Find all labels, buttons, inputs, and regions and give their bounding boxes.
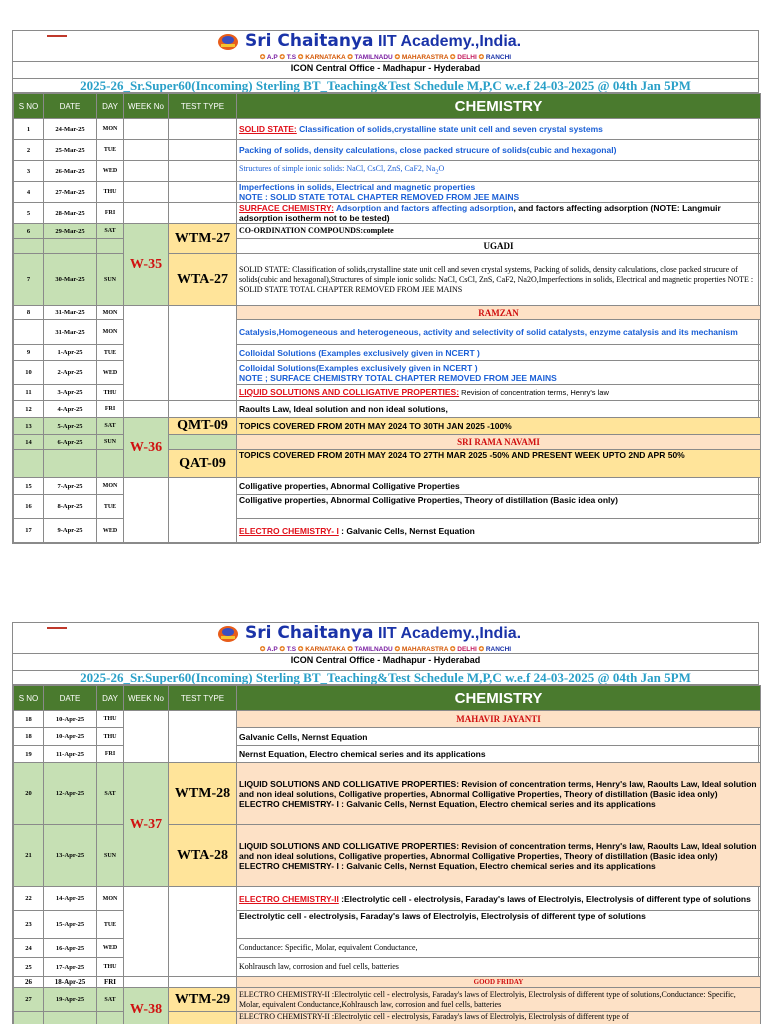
table-cell [44, 1012, 97, 1024]
table-cell [169, 161, 237, 182]
table-row [14, 418, 761, 435]
table-cell [14, 1012, 44, 1024]
table-cell: TUE [97, 345, 124, 361]
table-cell: 3-Apr-25 [44, 385, 97, 401]
table-cell: Colligative properties, Abnormal Colligative Properties [237, 478, 761, 495]
table-cell: 21 [14, 825, 44, 887]
table-cell: 31-Mar-25 [44, 320, 97, 345]
table-cell: Nernst Equation, Electro chemical series and its applications [237, 746, 761, 763]
table-cell [124, 182, 169, 203]
table-cell: WED [97, 939, 124, 958]
schedule-table [13, 685, 761, 1024]
table-cell: SUN [97, 435, 124, 450]
table-cell: 18 [14, 711, 44, 728]
table-cell: 17-Apr-25 [44, 958, 97, 977]
table-cell: 20 [14, 763, 44, 825]
table-cell: LIQUID SOLUTIONS AND COLLIGATIVE PROPERTIES: Revision of concentration terms, Henry's law [237, 385, 761, 401]
table-cell: THU [97, 728, 124, 746]
table-cell: 11 [14, 385, 44, 401]
table-cell: 2 [14, 140, 44, 161]
table-cell: 22 [14, 887, 44, 911]
academy-logo-icon [217, 625, 239, 643]
test-type: WTM-29 [169, 988, 237, 1012]
table-cell: THU [97, 958, 124, 977]
table-cell: MON [97, 306, 124, 320]
table-row [14, 763, 761, 825]
table-cell: 25 [14, 958, 44, 977]
table-row [14, 711, 761, 728]
table-cell [14, 239, 44, 254]
table-cell: THU [97, 182, 124, 203]
table-cell: 7 [14, 254, 44, 306]
table-cell: 13-Apr-25 [44, 825, 97, 887]
table-cell: 10 [14, 361, 44, 385]
table-cell: WED [97, 161, 124, 182]
table-cell: MON [97, 119, 124, 140]
table-cell: Structures of simple ionic solids: NaCl, CsCl, ZnS, CaF2, $Na_2O$ [237, 161, 761, 182]
table-cell [169, 711, 237, 763]
test-type: WTA-28 [169, 825, 237, 887]
table-cell: WED [97, 519, 124, 543]
col-test: TEST TYPE [169, 686, 237, 711]
table-cell [124, 401, 169, 418]
table-cell: 26 [14, 977, 44, 988]
table-row [14, 887, 761, 911]
table-cell: 2-Apr-25 [44, 361, 97, 385]
table-cell: SAT [97, 418, 124, 435]
academy-logo-icon [217, 33, 239, 51]
table-cell [124, 140, 169, 161]
col-subject: CHEMISTRY [237, 94, 761, 119]
col-test: TEST TYPE [169, 94, 237, 119]
table-cell: TUE [97, 140, 124, 161]
table-cell: 4 [14, 182, 44, 203]
table-row [14, 182, 761, 203]
test-type: WTM-27 [169, 224, 237, 254]
table-cell: 15-Apr-25 [44, 911, 97, 939]
col-week: WEEK No [124, 94, 169, 119]
table-cell: 29-Mar-25 [44, 224, 97, 239]
table-cell: Catalysis,Homogeneous and heterogeneous, activity and selectivity of solid catalysts, enzyme catalysis and its mechanism [237, 320, 761, 345]
col-date: DATE [44, 94, 97, 119]
table-cell: TOPICS COVERED FROM 20TH MAY 2024 TO 27TH MAR 2025 -50% AND PRESENT WEEK UPTO 2ND APR 50% [237, 450, 761, 478]
table-cell: TUE [97, 911, 124, 939]
table-cell: SOLID STATE: Classification of solids,crystalline state unit cell and seven crystal systems [237, 119, 761, 140]
table-cell [169, 203, 237, 224]
table-cell: 18-Apr-25 [44, 977, 97, 988]
table-cell [44, 450, 97, 478]
table-cell [97, 450, 124, 478]
table-row [14, 224, 761, 239]
schedule-sheet-2 [12, 622, 759, 1024]
table-cell: TUE [97, 495, 124, 519]
table-cell: MON [97, 320, 124, 345]
table-cell: LIQUID SOLUTIONS AND COLLIGATIVE PROPERTIES: Revision of concentration terms, Henry's law, Raoults Law, Ideal solution and non ideal solutions, Colligative properties, Abnormal Colligative Properties, Theory of distillation (Basic idea only) ELECTRO CHEMISTRY- I : Galvanic Cells, Nernst Equation, Electro chemical series and its applications [237, 763, 761, 825]
table-header-row [14, 94, 761, 119]
table-cell: RAMZAN [237, 306, 761, 320]
table-cell [169, 977, 237, 988]
table-cell [124, 203, 169, 224]
table-cell: LIQUID SOLUTIONS AND COLLIGATIVE PROPERTIES: Revision of concentration terms, Henry's law, Raoults Law, Ideal solution and non ideal solutions, Colligative properties, Abnormal Colligative Properties, Theory of distillation (Basic idea only) ELECTRO CHEMISTRY- I : Galvanic Cells, Nernst Equation, Electro chemical series and its applications [237, 825, 761, 887]
table-cell: 3 [14, 161, 44, 182]
table-cell: SUN [97, 825, 124, 887]
office-address: ICON Central Office - Madhapur - Hyderabad [290, 655, 481, 665]
table-cell: SAT [97, 988, 124, 1012]
table-cell: SAT [97, 763, 124, 825]
academy-name: Sri Chaitanya IIT Academy.,India. [245, 623, 522, 643]
table-cell: FRI [97, 401, 124, 418]
table-cell: SOLID STATE: Classification of solids,crystalline state unit cell and seven crystal systems, Packing of solids, density calculations, close packed strucure of solids(cubic and hexagonal),Structures of simple ionic solids: NaCl, CsCl, ZnS, CaF2, Na2O,Imperfections in solids, Electrical and magnetic properties NOTE : SOLID STATE TOTAL CHAPTER REMOVED FROM JEE MAINS [237, 254, 761, 306]
table-cell: 27-Mar-25 [44, 182, 97, 203]
test-type: QMT-09 [169, 418, 237, 435]
table-row [14, 119, 761, 140]
table-header-row [14, 686, 761, 711]
table-cell [124, 161, 169, 182]
table-cell: 1 [14, 119, 44, 140]
table-cell: Colligative properties, Abnormal Colligative Properties, Theory of distillation (Basic idea only) [237, 495, 761, 519]
table-cell: 26-Mar-25 [44, 161, 97, 182]
table-cell: 16 [14, 495, 44, 519]
table-cell [124, 306, 169, 401]
table-cell: 6-Apr-25 [44, 435, 97, 450]
table-cell: SUN [97, 254, 124, 306]
table-cell: 14-Apr-25 [44, 887, 97, 911]
table-cell [169, 887, 237, 977]
table-cell: 19 [14, 746, 44, 763]
table-cell [169, 306, 237, 401]
table-cell: 9-Apr-25 [44, 519, 97, 543]
table-cell: FRI [97, 977, 124, 988]
table-cell [169, 182, 237, 203]
table-cell: CO-ORDINATION COMPOUNDS:complete [237, 224, 761, 239]
table-cell [169, 1012, 237, 1024]
table-cell: 18 [14, 728, 44, 746]
sheet-header [13, 623, 758, 671]
table-cell: 12 [14, 401, 44, 418]
table-cell [124, 119, 169, 140]
table-cell: 15 [14, 478, 44, 495]
table-cell: 8-Apr-25 [44, 495, 97, 519]
table-cell: MON [97, 478, 124, 495]
table-cell: Electrolytic cell - electrolysis, Faraday's laws of Electrolyis, Electrolysis of different type of solutions [237, 911, 761, 939]
table-cell: GOOD FRIDAY [237, 977, 761, 988]
table-cell [169, 119, 237, 140]
table-cell [169, 478, 237, 543]
table-cell: 5-Apr-25 [44, 418, 97, 435]
table-cell: TOPICS COVERED FROM 20TH MAY 2024 TO 30TH JAN 2025 -100% [237, 418, 761, 435]
table-cell: 8 [14, 306, 44, 320]
table-cell: 30-Mar-25 [44, 254, 97, 306]
table-cell: 31-Mar-25 [44, 306, 97, 320]
table-cell: 6 [14, 224, 44, 239]
table-cell: ELECTRO CHEMISTRY-II :Electrolytic cell - electrolysis, Faraday's laws of Electrolyis, Electrolysis of different type of solutions [237, 887, 761, 911]
test-type: WTA-27 [169, 254, 237, 306]
table-cell [14, 320, 44, 345]
col-sno: S NO [14, 94, 44, 119]
table-row [14, 306, 761, 320]
table-cell: Packing of solids, density calculations, close packed strucure of solids(cubic and hexagonal) [237, 140, 761, 161]
table-cell [97, 1012, 124, 1024]
table-cell [169, 140, 237, 161]
table-cell [14, 450, 44, 478]
table-cell [169, 401, 237, 418]
table-row [14, 140, 761, 161]
table-cell: FRI [97, 203, 124, 224]
col-day: DAY [97, 686, 124, 711]
table-row [14, 203, 761, 224]
table-cell: 25-Mar-25 [44, 140, 97, 161]
schedule-sheet-1 [12, 30, 759, 544]
col-subject: CHEMISTRY [237, 686, 761, 711]
table-cell: THU [97, 711, 124, 728]
table-cell [124, 977, 169, 988]
schedule-title: 2025-26_Sr.Super60(Incoming) Sterling BT_Teaching&Test Schedule M,P,C w.e.f 24-03-2025 @ 04th Jan 5PM [13, 671, 758, 685]
week-label: W-38 [124, 988, 169, 1024]
table-cell: ELECTRO CHEMISTRY- I : Galvanic Cells, Nernst Equation [237, 519, 761, 543]
table-cell: ELECTRO CHEMISTRY-II :Electrolytic cell - electrolysis, Faraday's laws of Electrolyis, Electrolysis of different type of [237, 1012, 761, 1024]
schedule-title: 2025-26_Sr.Super60(Incoming) Sterling BT_Teaching&Test Schedule M,P,C w.e.f 24-03-2025 @ 04th Jan 5PM [13, 79, 758, 93]
table-cell: 24-Mar-25 [44, 119, 97, 140]
office-address: ICON Central Office - Madhapur - Hyderabad [290, 63, 481, 73]
test-type: QAT-09 [169, 450, 237, 478]
table-cell: FRI [97, 746, 124, 763]
table-cell: SURFACE CHEMISTRY: Adsorption and factors affecting adsorption, and factors affecting adsorption (NOTE: Langmuir adsorption isotherm not to be tested) [237, 203, 761, 224]
table-cell: 11-Apr-25 [44, 746, 97, 763]
table-cell [124, 887, 169, 977]
academy-name: Sri Chaitanya IIT Academy.,India. [245, 31, 522, 51]
table-cell: 28-Mar-25 [44, 203, 97, 224]
table-cell: 27 [14, 988, 44, 1012]
table-cell: 10-Apr-25 [44, 711, 97, 728]
table-cell: 5 [14, 203, 44, 224]
table-cell: 19-Apr-25 [44, 988, 97, 1012]
week-label: W-35 [124, 224, 169, 306]
table-cell: ELECTRO CHEMISTRY-II :Electrolytic cell - electrolysis, Faraday's laws of Electrolyis, Electrolysis of different type of solutions,Conductance: Specific, Molar, equivalent Conductance,Kohlrausch law, corrosion and fuel cells, batteries [237, 988, 761, 1012]
table-cell: 1-Apr-25 [44, 345, 97, 361]
table-cell [169, 435, 237, 450]
red-mark [47, 627, 67, 629]
table-cell: 12-Apr-25 [44, 763, 97, 825]
state-list: ✪ A.P ✪ T.S ✪ KARNATAKA ✪ TAMILNADU ✪ MAHARASTRA ✪ DELHI ✪ RANCHI [13, 645, 758, 654]
week-label: W-37 [124, 763, 169, 887]
table-cell: UGADI [237, 239, 761, 254]
table-cell [97, 239, 124, 254]
table-cell: SAT [97, 224, 124, 239]
table-cell: 17 [14, 519, 44, 543]
state-list: ✪ A.P ✪ T.S ✪ KARNATAKA ✪ TAMILNADU ✪ MAHARASTRA ✪ DELHI ✪ RANCHI [13, 53, 758, 62]
table-cell: Colloidal Solutions (Examples exclusively given in NCERT ) [237, 345, 761, 361]
table-cell: 23 [14, 911, 44, 939]
table-row [14, 161, 761, 182]
table-cell: 4-Apr-25 [44, 401, 97, 418]
table-cell: 7-Apr-25 [44, 478, 97, 495]
table-cell: 16-Apr-25 [44, 939, 97, 958]
table-cell [44, 239, 97, 254]
table-cell: Kohlrausch law, corrosion and fuel cells, batteries [237, 958, 761, 977]
table-row [14, 977, 761, 988]
table-cell: 24 [14, 939, 44, 958]
table-cell: Conductance: Specific, Molar, equivalent Conductance, [237, 939, 761, 958]
col-sno: S NO [14, 686, 44, 711]
red-mark [47, 35, 67, 37]
table-cell: 14 [14, 435, 44, 450]
table-cell: 10-Apr-25 [44, 728, 97, 746]
table-cell: WED [97, 361, 124, 385]
table-cell: 13 [14, 418, 44, 435]
table-cell: THU [97, 385, 124, 401]
table-cell: Raoults Law, Ideal solution and non ideal solutions, [237, 401, 761, 418]
schedule-table [13, 93, 761, 543]
table-cell: Colloidal Solutions(Examples exclusively given in NCERT ) NOTE ; SURFACE CHEMISTRY TOTAL CHAPTER REMOVED FROM JEE MAINS [237, 361, 761, 385]
week-label: W-36 [124, 418, 169, 478]
col-day: DAY [97, 94, 124, 119]
col-week: WEEK No [124, 686, 169, 711]
table-row [14, 478, 761, 495]
table-row [14, 401, 761, 418]
table-cell: Galvanic Cells, Nernst Equation [237, 728, 761, 746]
col-date: DATE [44, 686, 97, 711]
sheet-header [13, 31, 758, 79]
table-cell: MAHAVIR JAYANTI [237, 711, 761, 728]
table-cell [124, 478, 169, 543]
table-cell: SRI RAMA NAVAMI [237, 435, 761, 450]
test-type: WTM-28 [169, 763, 237, 825]
table-cell: MON [97, 887, 124, 911]
table-row [14, 988, 761, 1012]
table-cell [124, 711, 169, 763]
table-cell: 9 [14, 345, 44, 361]
table-cell: Imperfections in solids, Electrical and magnetic properties NOTE : SOLID STATE TOTAL CHAPTER REMOVED FROM JEE MAINS [237, 182, 761, 203]
